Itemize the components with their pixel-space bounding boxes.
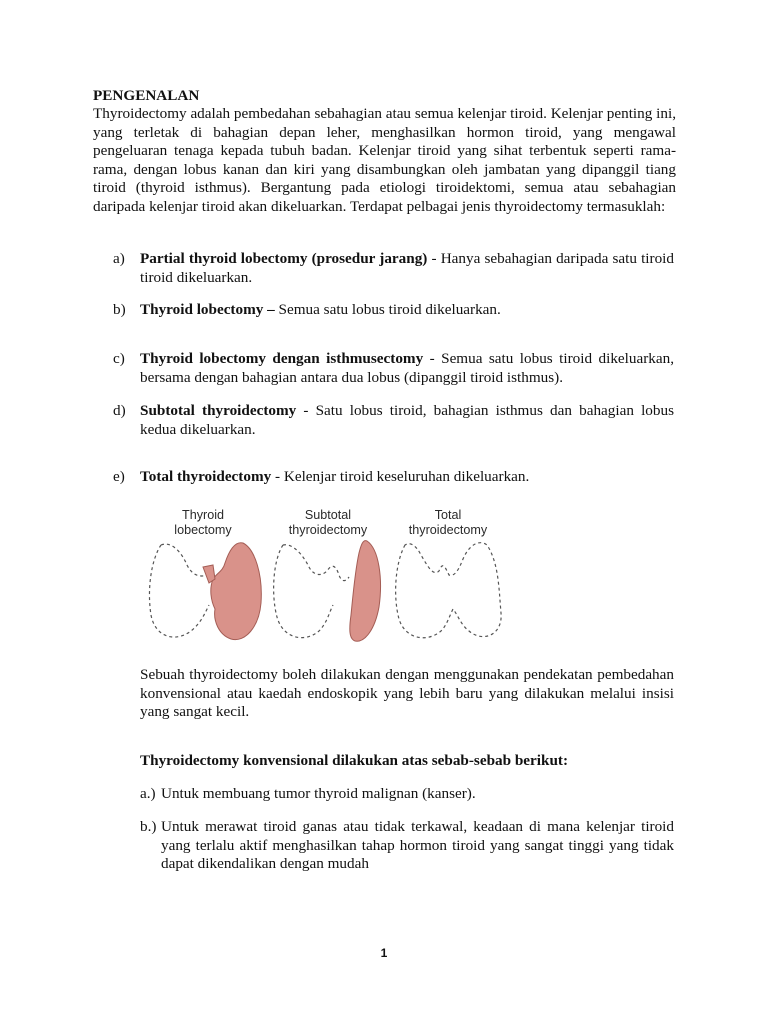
remaining-lobe: [211, 543, 261, 640]
type-item-a: [93, 250, 674, 287]
isthmus-outline: [283, 545, 349, 581]
page-body: [93, 86, 676, 216]
list-marker: b.): [140, 818, 157, 835]
type-term: Total thyroidectomy: [140, 468, 272, 485]
page-number: 1: [380, 946, 388, 960]
type-description: - Satu lobus tiroid, bahagian isthmus dan bahagian lobus kedua dikeluarkan.: [140, 402, 674, 438]
type-term: Partial thyroid lobectomy (prosedur jarang): [140, 250, 428, 267]
figure-label-3-line1: Total: [434, 508, 462, 522]
type-description: Semua satu lobus tiroid dikeluarkan.: [274, 301, 501, 318]
total-diagram: [396, 543, 502, 638]
isthmus-remnant: [203, 565, 215, 583]
reasons-heading: Thyroidectomy konvensional dilakukan atas sebab-sebab berikut:: [140, 752, 569, 769]
type-item-d: [93, 402, 674, 439]
list-marker: a.): [140, 785, 156, 802]
type-term: Thyroid lobectomy dengan isthmusectomy: [140, 350, 424, 367]
figure-label-2-line1: Subtotal: [304, 508, 352, 522]
type-item-e: [93, 468, 674, 487]
thyroidectomy-figure: [143, 505, 503, 645]
reason-item-a: [140, 785, 674, 804]
removed-lobe-outline: [149, 545, 209, 637]
list-marker: a): [113, 250, 125, 267]
subtotal-diagram: [274, 541, 381, 642]
remaining-partial-lobe: [350, 541, 381, 642]
figure-label-3-line2: thyroidectomy: [408, 523, 488, 537]
type-term: Subtotal thyroidectomy: [140, 402, 297, 419]
isthmus-outline: [161, 544, 209, 576]
list-marker: c): [113, 350, 125, 367]
type-term: Thyroid lobectomy –: [140, 301, 275, 318]
reason-text: Untuk merawat tiroid ganas atau tidak terkawal, keadaan di mana kelenjar tiroid yang terlalu aktif menghasilkan tahap hormon tiroid yang sangat tinggi yang tidak dapat dikendalikan dengan mudah: [161, 818, 674, 872]
lobectomy-diagram: [149, 543, 261, 640]
figure-label-1-line2: lobectomy: [174, 523, 232, 537]
approach-paragraph: Sebuah thyroidectomy boleh dilakukan dengan menggunakan pendekatan pembedahan konvensional atau kaedah endoskopik yang lebih baru yang dilakukan melalui insisi yang sangat kecil.: [140, 666, 674, 720]
type-description: - Semua satu lobus tiroid dikeluarkan, bersama dengan bahagian antara dua lobus (dipanggil tiroid isthmus).: [140, 350, 674, 386]
section-heading: PENGENALAN: [93, 87, 200, 104]
thyroid-diagrams: [143, 505, 503, 645]
list-marker: b): [113, 301, 126, 318]
type-item-c: [93, 350, 674, 387]
type-description: - Kelenjar tiroid keseluruhan dikeluarkan.: [271, 468, 530, 485]
figure-label-2-line2: thyroidectomy: [288, 523, 368, 537]
list-marker: d): [113, 402, 126, 419]
figure-label-1-line1: Thyroid: [182, 508, 224, 522]
reason-text: Untuk membuang tumor thyroid malignan (kanser).: [161, 785, 476, 802]
left-lobe-outline: [274, 545, 333, 638]
type-description: - Hanya sebahagian daripada satu tiroid tiroid dikeluarkan.: [140, 250, 674, 286]
intro-paragraph: Thyroidectomy adalah pembedahan sebahagian atau semua kelenjar tiroid. Kelenjar penting ini, yang terletak di bahagian depan leher, menghasilkan hormon tiroid, yang mengawal pengeluaran tenaga kepada tubuh badan. Kelenjar tiroid yang sihat terbentuk seperti rama-rama, dengan lobus kanan dan kiri yang disambungkan oleh jambatan yang dipanggil tiang tiroid (thyroid isthmus). Bergantung pada etiologi tiroidektomi, semua atau sebahagian daripada kelenjar tiroid akan dikeluarkan. Terdapat pelbagai jenis thyroidectomy termasuklah:: [93, 105, 676, 215]
reason-item-b: [140, 818, 674, 874]
list-marker: e): [113, 468, 125, 485]
type-item-b: [93, 301, 674, 320]
removed-gland-outline: [396, 543, 502, 638]
